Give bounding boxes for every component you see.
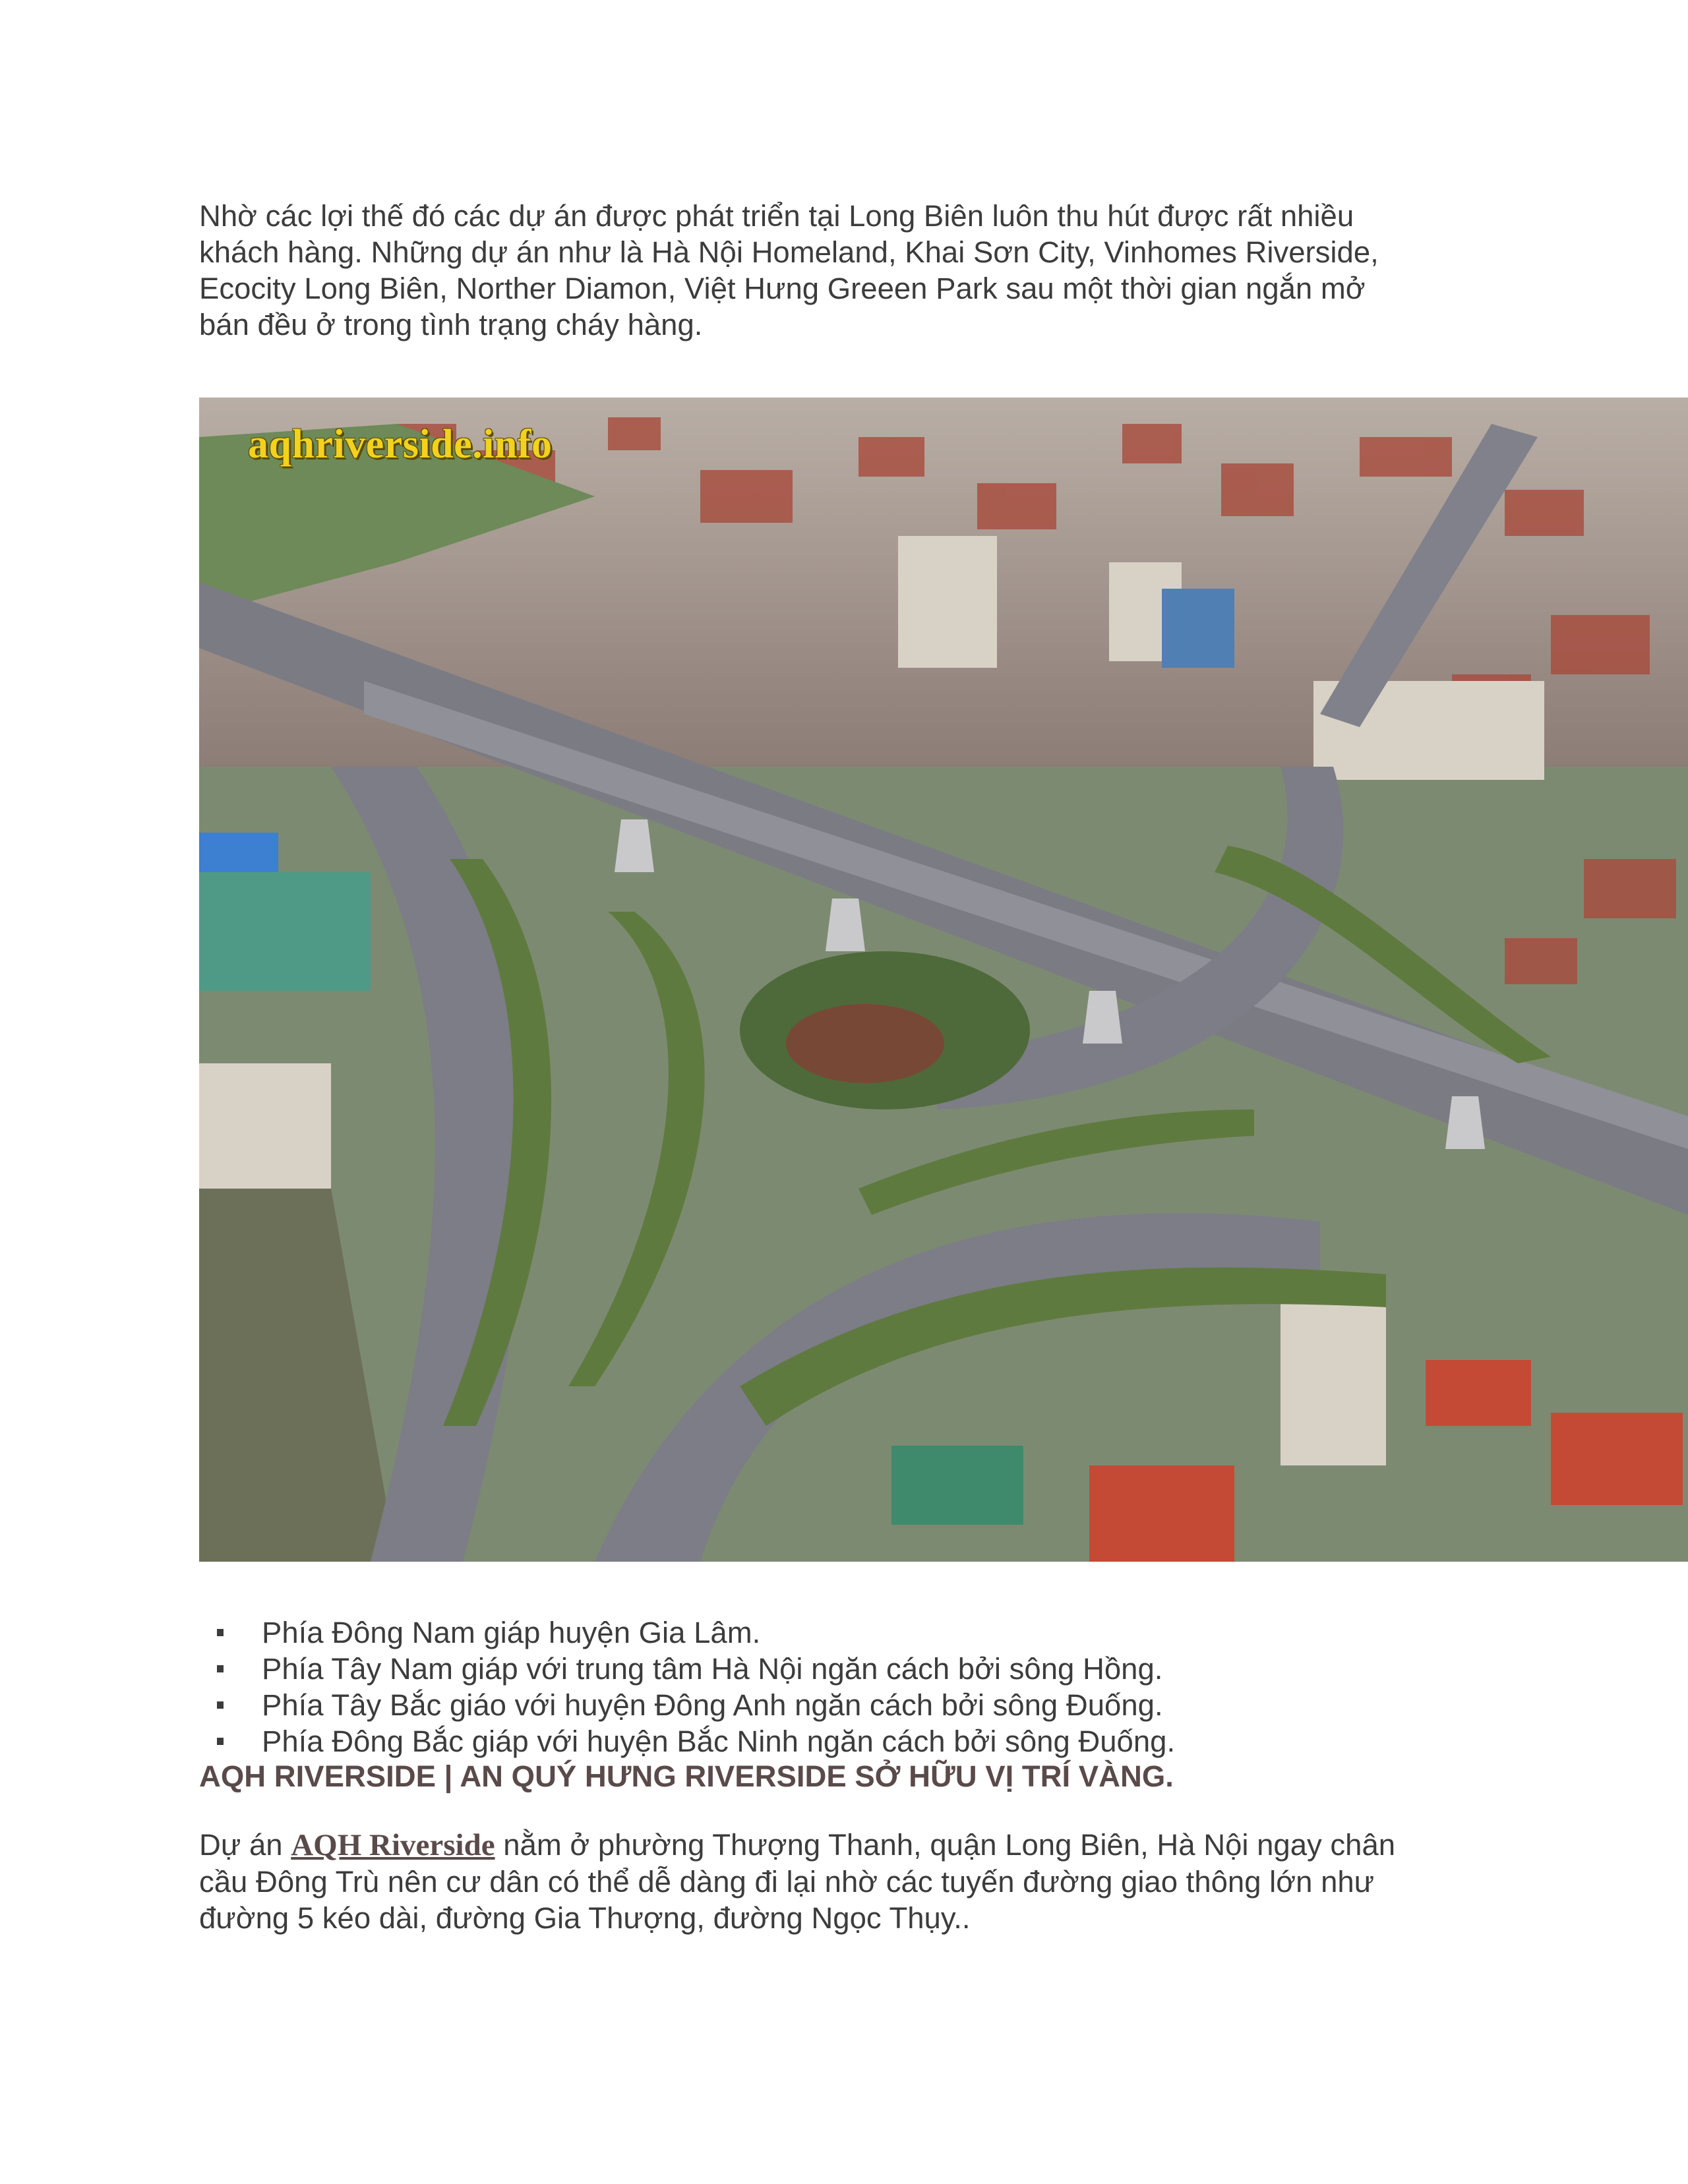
border-list	[199, 1614, 1175, 1759]
intro-line: Nhờ các lợi thế đó các dự án được phát triển tại Long Biên luôn thu hút được rất nhiều	[199, 199, 1354, 233]
section-heading: AQH RIVERSIDE | AN QUÝ HƯNG RIVERSIDE SỞ HỮU VỊ TRÍ VÀNG.	[199, 1759, 1174, 1793]
intro-line: Ecocity Long Biên, Norther Diamon, Việt Hưng Greeen Park sau một thời gian ngắn mở	[199, 272, 1366, 305]
photo-watermark: aqhriverside.info	[248, 422, 553, 467]
location-paragraph	[199, 1827, 1395, 1936]
intro-line: bán đều ở trong tình trạng cháy hàng.	[199, 308, 703, 341]
list-item-text: Phía Tây Bắc giáo với huyện Đông Anh ngăn cách bởi sông Đuống.	[262, 1688, 1163, 1722]
list-item-text: Phía Tây Nam giáp với trung tâm Hà Nội ngăn cách bởi sông Hồng.	[262, 1652, 1163, 1686]
aerial-interchange-photo	[199, 398, 1688, 1562]
aqh-riverside-link[interactable]: AQH Riverside	[291, 1828, 495, 1862]
intro-line: khách hàng. Những dự án như là Hà Nội Homeland, Khai Sơn City, Vinhomes Riverside,	[199, 235, 1379, 269]
list-item-text: Phía Đông Nam giáp huyện Gia Lâm.	[262, 1616, 761, 1649]
list-item	[199, 1723, 1175, 1759]
photo-illustration	[199, 398, 1688, 1562]
location-text: nằm ở phường Thượng Thanh, quận Long Biên, Hà Nội ngay chân	[495, 1828, 1396, 1862]
bullet-square-icon	[217, 1738, 224, 1745]
bullet-square-icon	[217, 1701, 224, 1709]
bullet-square-icon	[217, 1665, 224, 1672]
location-text: Dự án	[199, 1828, 291, 1862]
list-item	[199, 1687, 1175, 1723]
bullet-square-icon	[217, 1629, 224, 1636]
list-item-text: Phía Đông Bắc giáp với huyện Bắc Ninh ngăn cách bởi sông Đuống.	[262, 1725, 1176, 1758]
list-item	[199, 1651, 1175, 1687]
intro-paragraph	[199, 198, 1379, 343]
location-line	[199, 1827, 1395, 1864]
list-item	[199, 1614, 1175, 1651]
location-line: cầu Đông Trù nên cư dân có thể dễ dàng đi lại nhờ các tuyến đường giao thông lớn như	[199, 1865, 1375, 1899]
location-line: đường 5 kéo dài, đường Gia Thượng, đường Ngọc Thụy..	[199, 1901, 971, 1935]
